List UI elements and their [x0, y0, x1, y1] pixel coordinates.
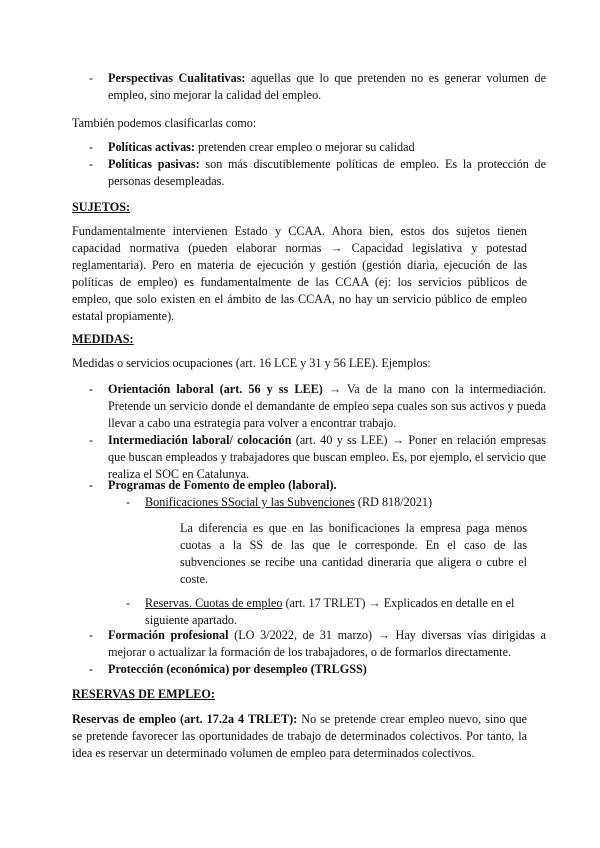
bullet-politicas-pasivas — [89, 156, 546, 190]
bullet-marker: - — [89, 71, 94, 85]
bullet-programas-fomento — [89, 477, 546, 494]
note-bonificaciones: La diferencia es que en las bonificaciones la empresa paga menos cuotas a la SS de las que le corresponde. En el caso de las subvenciones se recibe una cantidad dineraria que aligera o cubre el coste. — [180, 521, 527, 586]
term-politicas-pasivas: Políticas pasivas: — [108, 157, 200, 171]
text-perspectivas-cualitativas: aquellas que lo que pretenden no es generar volumen de empleo, sino mejorar la calidad del empleo. — [108, 71, 546, 102]
term-politicas-activas: Políticas activas: — [108, 140, 195, 154]
clasificacion-intro: También podemos clasificarlas como: — [72, 116, 257, 130]
term-formacion-profesional: Formación profesional — [108, 628, 229, 642]
subbullet-reservas-cuotas — [126, 595, 546, 629]
text-politicas-pasivas: son más discutiblemente políticas de empleo. Es la protección de personas desempleadas. — [108, 157, 546, 188]
bullet-formacion-profesional — [89, 627, 546, 661]
bullet-marker: - — [89, 140, 94, 154]
term-intermediacion-laboral: Intermediación laboral/ colocación — [108, 433, 292, 447]
text-intermediacion-laboral: (art. 40 y ss LEE) → Poner en relación empresas que buscan empleados y trabajadores que buscan empleo. Es, por ejemplo, el servicio que realiza el SOC en Catalunya. — [108, 433, 546, 481]
subbullet-bonificaciones — [126, 494, 546, 511]
text-reservas-cuotas: (art. 17 TRLET) → Explicados en detalle en el siguiente apartado. — [145, 596, 515, 627]
bullet-perspectivas-cualitativas — [89, 70, 546, 104]
bullet-marker: - — [89, 478, 94, 492]
bullet-orientacion-laboral — [89, 381, 546, 432]
bullet-intermediacion-laboral — [89, 432, 546, 483]
term-programas-fomento: Programas de Fomento de empleo (laboral). — [108, 478, 337, 492]
term-reservas-empleo: Reservas de empleo (art. 17.2a 4 TRLET): — [72, 712, 298, 726]
paragraph-sujetos: Fundamentalmente intervienen Estado y CCAA. Ahora bien, estos dos sujetos tienen capacidad normativa (pueden elaborar normas → Capacidad legislativa y potestad reglamentaria). Pero en materia de ejecución y gestión (gestión diaria, ejecución de las políticas de empleo) es fundamentalmente de las CCAA (ej: los servicios públicos de empleo, que solo existen en el ámbito de las CCAA, no hay un servicio público de empleo estatal propiamente). — [72, 224, 527, 323]
bullet-marker: - — [89, 157, 94, 171]
text-formacion-profesional: (LO 3/2022, de 31 marzo) → Hay diversas vías dirigidas a mejorar o actualizar la formación de los trabajadores, o de formarlos directamente. — [108, 628, 547, 659]
bullet-marker: - — [126, 596, 131, 610]
text-orientacion-laboral: → Va de la mano con la intermediación. Pretende un servicio donde el demandante de empleo sepa cuales son sus activos y pueda llevar a cabo una estrategia para volver a encontrar trabajo. — [108, 382, 546, 430]
bullet-proteccion-desempleo — [89, 661, 546, 678]
link-bonificaciones[interactable]: Bonificaciones SSocial y las Subvenciones — [145, 495, 355, 509]
heading-medidas: MEDIDAS: — [72, 332, 134, 346]
heading-reservas-empleo: RESERVAS DE EMPLEO: — [72, 687, 215, 701]
bullet-politicas-activas — [89, 139, 546, 156]
link-reservas-cuotas[interactable]: Reservas. Cuotas de empleo — [145, 596, 283, 610]
term-orientacion-laboral: Orientación laboral (art. 56 y ss LEE) — [108, 382, 323, 396]
bullet-marker: - — [126, 495, 131, 509]
bullet-marker: - — [89, 628, 94, 642]
heading-sujetos: SUJETOS: — [72, 200, 131, 214]
paragraph-reservas-empleo — [72, 711, 527, 762]
bullet-marker: - — [89, 382, 94, 396]
term-proteccion-desempleo: Protección (económica) por desempleo (TRLGSS) — [108, 662, 367, 676]
ref-bonificaciones: (RD 818/2021) — [354, 495, 433, 509]
term-perspectivas-cualitativas: Perspectivas Cualitativas: — [108, 71, 246, 85]
medidas-intro: Medidas o servicios ocupaciones (art. 16 LCE y 31 y 56 LEE). Ejemplos: — [72, 356, 431, 370]
bullet-marker: - — [89, 662, 94, 676]
text-politicas-activas: pretenden crear empleo o mejorar su calidad — [195, 140, 415, 154]
text-reservas-empleo: No se pretende crear empleo nuevo, sino que se pretende favorecer las oportunidades de trabajo de determinados colectivos. Por tanto, la idea es reservar un determinado volumen de empleo para determinados colectivos. — [72, 712, 527, 760]
bullet-marker: - — [89, 433, 94, 447]
